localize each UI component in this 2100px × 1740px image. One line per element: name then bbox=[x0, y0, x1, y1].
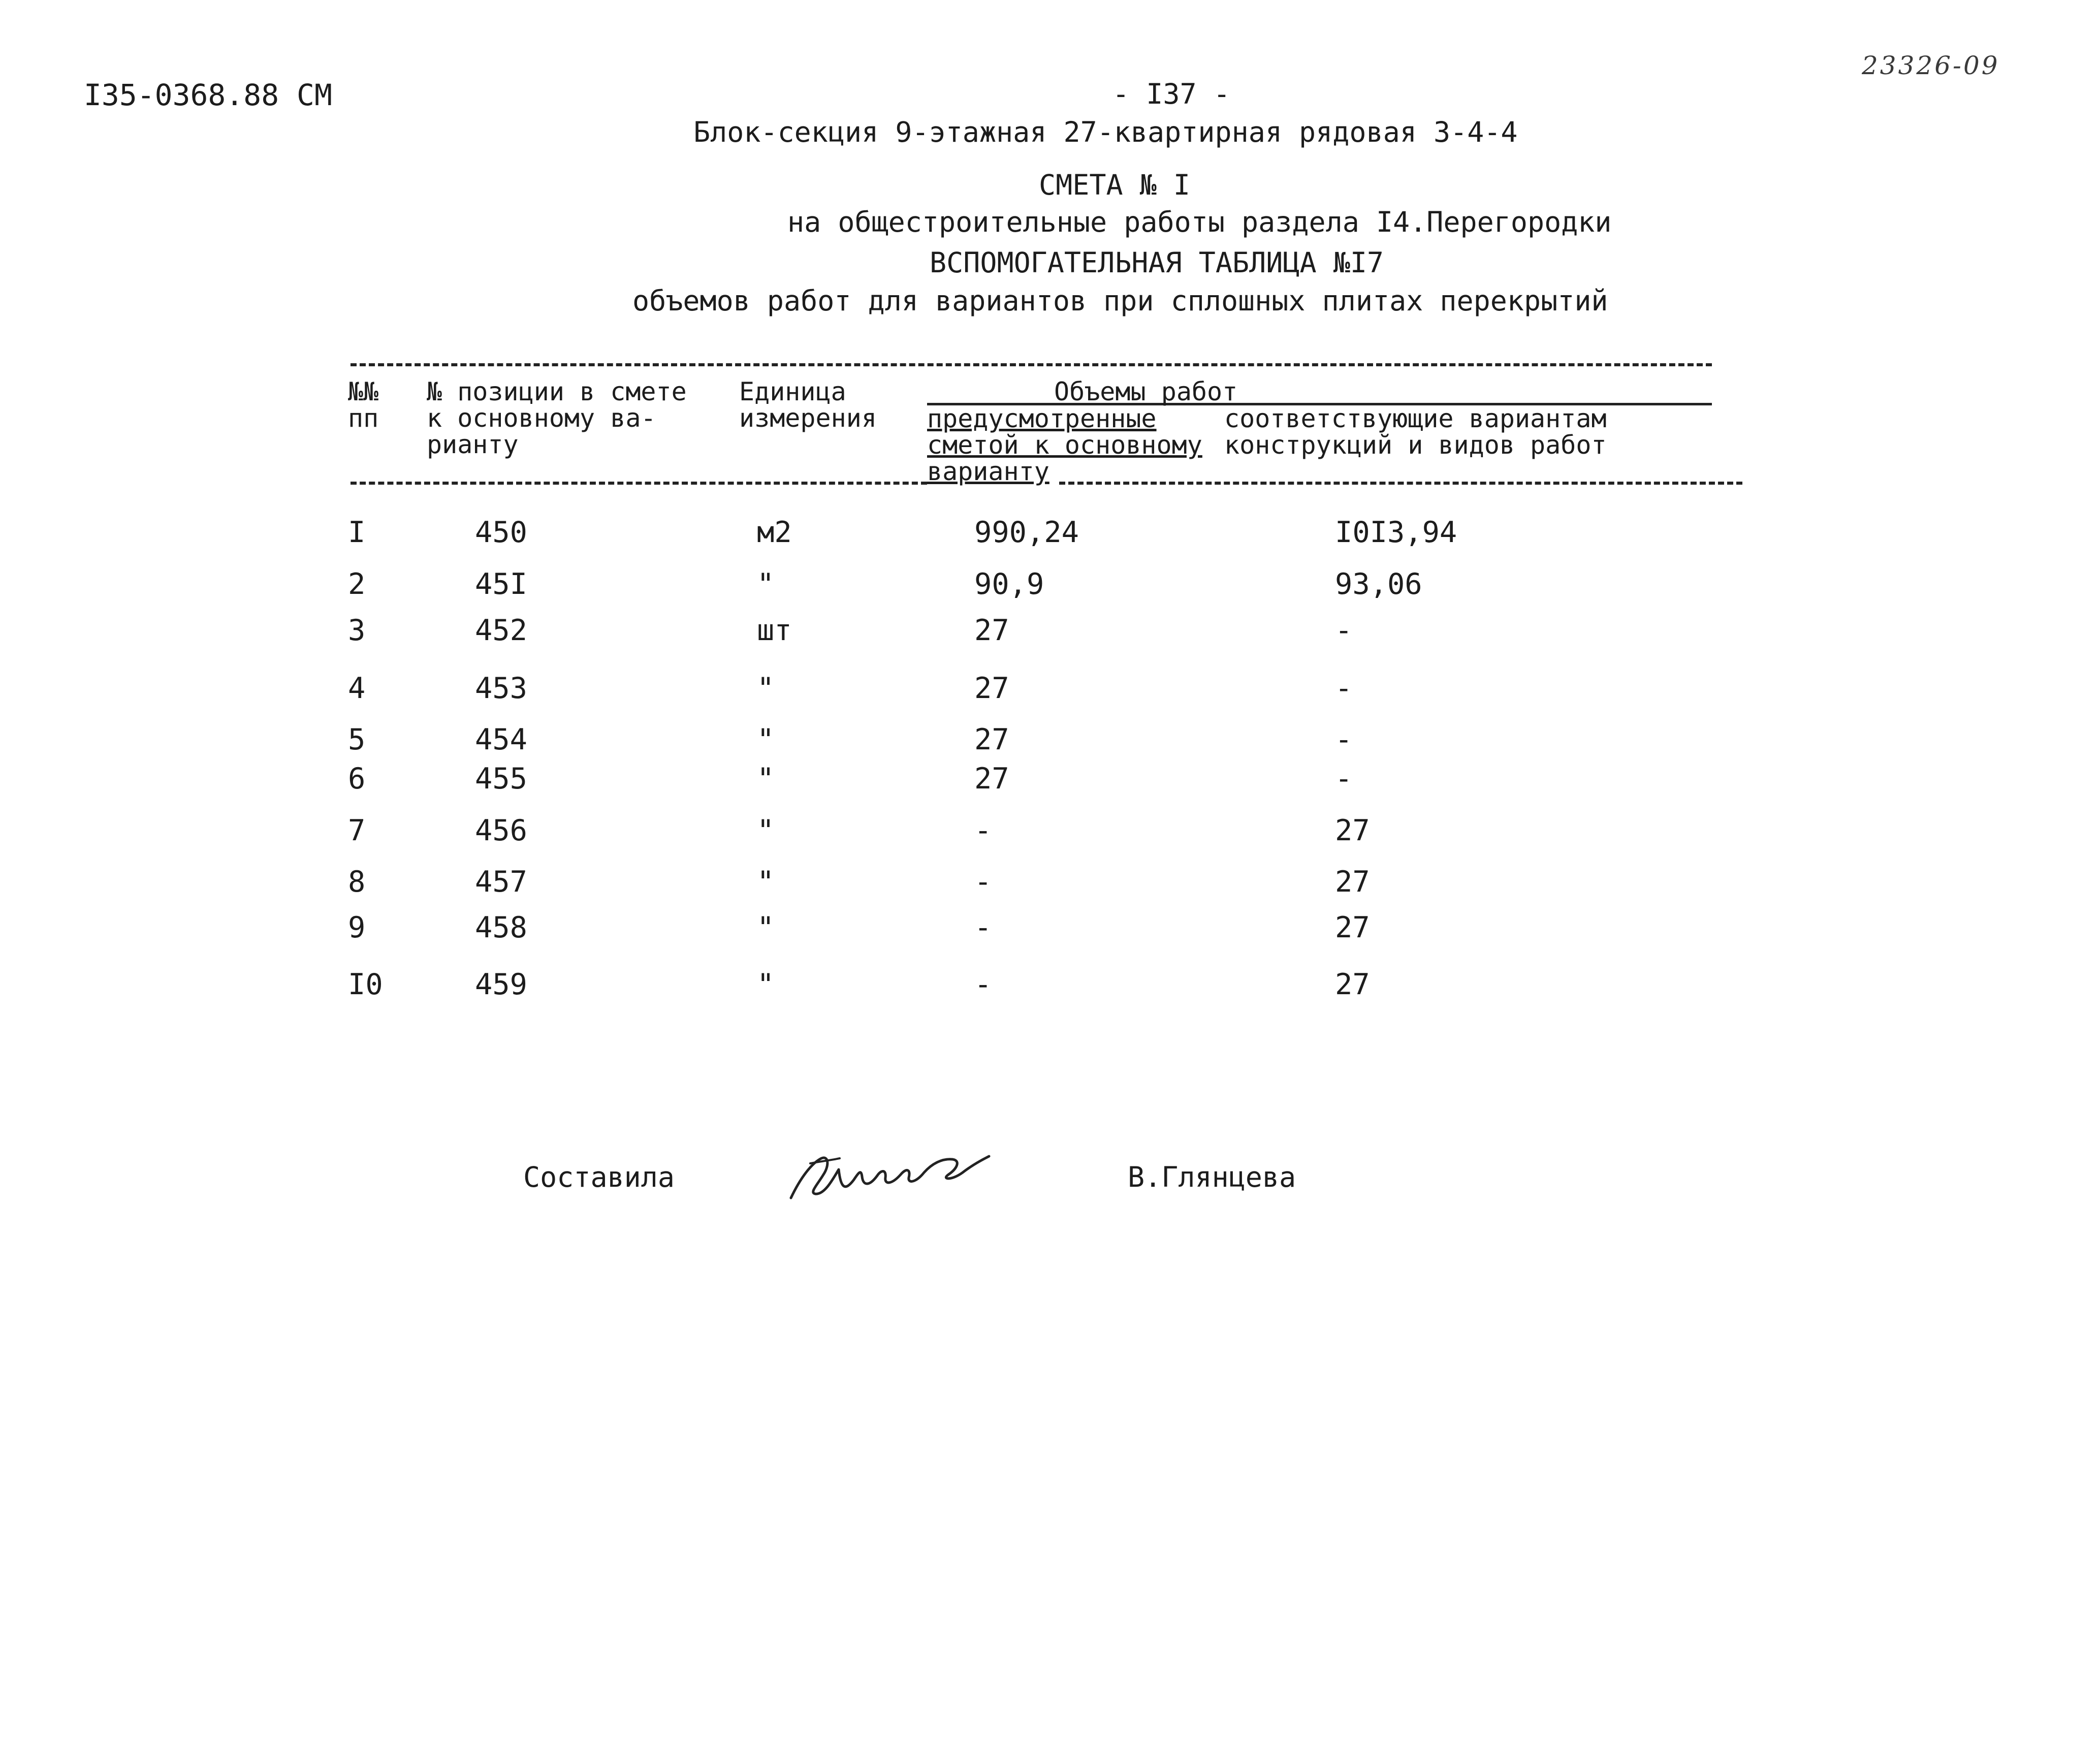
row-unit: " bbox=[757, 672, 775, 705]
table-row bbox=[0, 518, 2100, 554]
compiler-name: В.Глянцева bbox=[1128, 1161, 1296, 1193]
title-estimate-number: СМЕТА № I bbox=[1039, 169, 1191, 201]
row-variant-volume: 93,06 bbox=[1335, 567, 1422, 601]
header-row-number: №№ пп bbox=[348, 377, 379, 433]
row-position: 452 bbox=[475, 614, 527, 647]
row-unit: " bbox=[757, 762, 775, 796]
row-base-volume: - bbox=[974, 865, 992, 899]
row-variant-volume: - bbox=[1335, 762, 1353, 796]
title-work-section: на общестроительные работы раздела I4.Перегородки bbox=[787, 206, 1612, 238]
row-base-volume: - bbox=[974, 911, 992, 944]
row-variant-volume: I0I3,94 bbox=[1335, 516, 1457, 549]
row-position: 456 bbox=[475, 814, 527, 847]
row-position: 457 bbox=[475, 865, 527, 899]
table-row bbox=[0, 567, 2100, 606]
row-number: I bbox=[348, 516, 366, 549]
row-number: 3 bbox=[348, 614, 366, 647]
header-unit: Единица измерения bbox=[739, 377, 877, 433]
row-position: 450 bbox=[475, 516, 527, 549]
title-auxiliary-table: ВСПОМОГАТЕЛЬНАЯ ТАБЛИЦА №I7 bbox=[930, 246, 1384, 279]
row-position: 453 bbox=[475, 672, 527, 705]
row-number: I0 bbox=[348, 968, 383, 1001]
table-row bbox=[0, 725, 2100, 761]
row-variant-volume: 27 bbox=[1335, 814, 1370, 847]
row-variant-volume: 27 bbox=[1335, 911, 1370, 944]
row-base-volume: 27 bbox=[974, 614, 1009, 647]
table-row bbox=[0, 913, 2100, 949]
row-unit: " bbox=[757, 723, 775, 756]
table-top-rule bbox=[351, 363, 1712, 366]
row-unit: " bbox=[757, 814, 775, 847]
row-position: 455 bbox=[475, 762, 527, 796]
header-variant-volumes: соответствующие вариантам конструкций и видов работ bbox=[1224, 404, 1607, 460]
row-base-volume: 27 bbox=[974, 672, 1009, 705]
table-row bbox=[0, 970, 2100, 1006]
row-number: 5 bbox=[348, 723, 366, 756]
header-volumes-group: Объемы работ bbox=[1054, 377, 1238, 406]
row-number: 8 bbox=[348, 865, 366, 899]
row-variant-volume: - bbox=[1335, 723, 1353, 756]
row-unit: " bbox=[757, 911, 775, 944]
table-row bbox=[0, 674, 2100, 710]
row-unit: " bbox=[757, 567, 775, 601]
table-row bbox=[0, 616, 2100, 652]
row-variant-volume: 27 bbox=[1335, 968, 1370, 1001]
compiled-by-label: Составила bbox=[523, 1161, 675, 1193]
row-position: 458 bbox=[475, 911, 527, 944]
row-number: 7 bbox=[348, 814, 366, 847]
row-base-volume: 27 bbox=[974, 723, 1009, 756]
row-variant-volume: 27 bbox=[1335, 865, 1370, 899]
row-position: 45I bbox=[475, 567, 527, 601]
row-variant-volume: - bbox=[1335, 672, 1353, 705]
row-unit: " bbox=[757, 865, 775, 899]
row-unit: шт bbox=[757, 614, 792, 647]
row-number: 2 bbox=[348, 567, 366, 601]
title-table-subject: объемов работ для вариантов при сплошных плитах перекрытий bbox=[632, 284, 1608, 317]
row-number: 4 bbox=[348, 672, 366, 705]
row-position: 459 bbox=[475, 968, 527, 1001]
page-number: - I37 - bbox=[1112, 78, 1230, 110]
document-code: I35-0368.88 СМ bbox=[84, 78, 332, 112]
row-number: 9 bbox=[348, 911, 366, 944]
handwritten-signature bbox=[780, 1143, 993, 1209]
row-unit: м2 bbox=[757, 516, 792, 549]
table-row bbox=[0, 816, 2100, 852]
row-base-volume: 990,24 bbox=[974, 516, 1079, 549]
title-block-section: Блок-секция 9-этажная 27-квартирная рядовая 3-4-4 bbox=[693, 116, 1518, 148]
header-base-volumes: предусмотренные сметой к основному варианту bbox=[927, 404, 1202, 486]
row-unit: " bbox=[757, 968, 775, 1001]
row-position: 454 bbox=[475, 723, 527, 756]
archive-number: 23326-09 bbox=[1862, 51, 2000, 80]
row-variant-volume: - bbox=[1335, 614, 1353, 647]
table-row bbox=[0, 865, 2100, 903]
row-base-volume: - bbox=[974, 968, 992, 1001]
table-row bbox=[0, 762, 2100, 800]
header-bottom-rule-left bbox=[351, 482, 927, 485]
row-number: 6 bbox=[348, 762, 366, 796]
row-base-volume: 27 bbox=[974, 762, 1009, 796]
row-base-volume: 90,9 bbox=[974, 567, 1044, 601]
row-base-volume: - bbox=[974, 814, 992, 847]
header-position: № позиции в смете к основному ва- рианту bbox=[427, 377, 687, 459]
